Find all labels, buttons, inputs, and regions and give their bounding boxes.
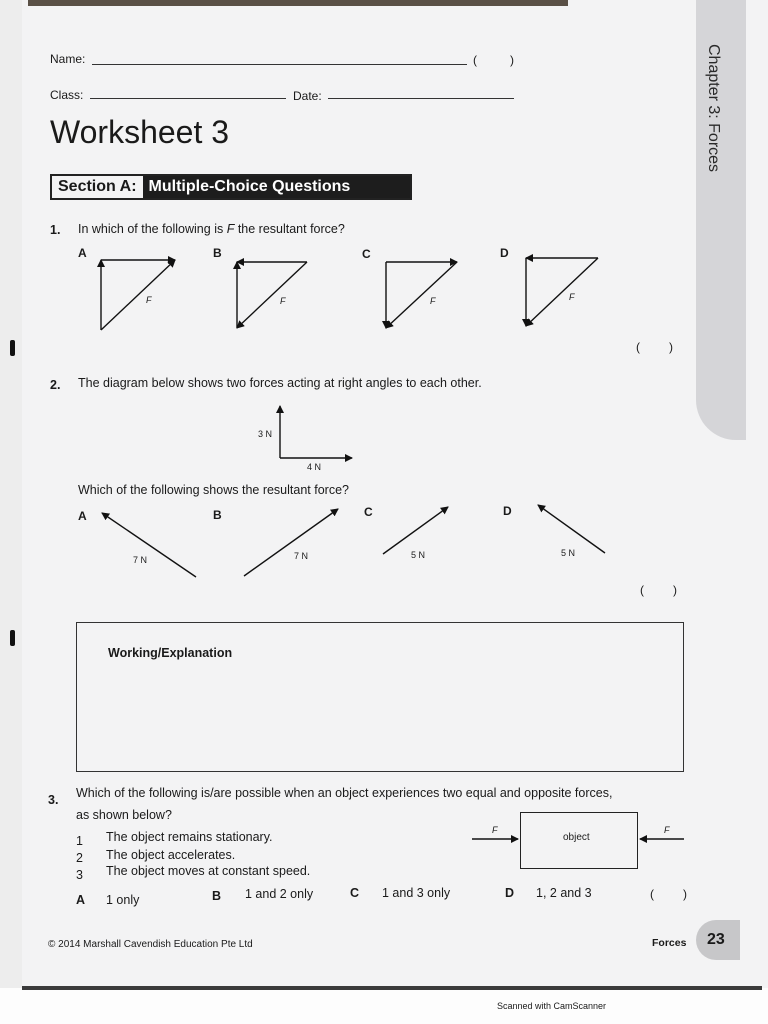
section-title: Multiple-Choice Questions [143,176,410,198]
q2-option-a-letter: A [78,509,87,523]
q3-number: 3. [48,793,59,807]
q1-c-resultant-vector [386,262,457,328]
q1-option-d-letter: D [500,246,509,260]
q3-option-c-letter: C [350,886,360,900]
q3-statement-2-text: The object accelerates. [106,848,236,862]
q3-statement-2-number: 2 [76,851,83,865]
q3-statement-1-number: 1 [76,834,83,848]
q3-prompt-line2: as shown below? [76,808,172,822]
q3-option-b-text: 1 and 2 only [245,887,314,901]
q2-subprompt: Which of the following shows the resultant force? [78,483,349,497]
q1-d-resultant-vector [526,258,598,326]
q2-vertical-force-label: 3 N [258,429,273,439]
working-explanation-label: Working/Explanation [108,646,233,660]
q2-option-c-value: 5 N [411,550,426,560]
q2-prompt: The diagram below shows two forces acting at right angles to each other. [78,376,482,390]
q3-statement-3-text: The object moves at constant speed. [106,864,311,878]
q3-answer-bracket-close: ) [683,887,687,901]
chapter-tab-label: Chapter 3: Forces [705,44,722,173]
q2-option-c-arrow [383,507,448,554]
q2-option-d-value: 5 N [561,548,576,558]
q3-option-c-text: 1 and 3 only [382,886,451,900]
q3-prompt-line1: Which of the following is/are possible when an object experiences two equal and opposite forces, [76,786,613,800]
q3-statement-1-text: The object remains stationary. [106,830,273,844]
q3-answer-bracket-open: ( [650,887,654,901]
q1-a-resultant-vector [101,260,175,330]
q3-option-d-text: 1, 2 and 3 [536,886,592,900]
name-bracket-open: ( [473,53,477,67]
q2-option-b-value: 7 N [294,551,309,561]
q1-answer-bracket-close: ) [669,340,673,354]
q3-object-label: object [563,832,590,843]
q2-option-a-arrow [102,513,196,577]
page-bottom-edge [22,986,762,990]
q1-a-force-label: F [146,295,152,305]
scan-margin [0,988,768,1024]
q3-option-d-letter: D [505,886,515,900]
q1-option-c-letter: C [362,247,371,261]
q1-d-force-label: F [569,292,575,302]
q1-b-resultant-vector [237,262,307,328]
q1-prompt: In which of the following is F the resultant force? [78,222,345,236]
class-label: Class: [50,88,84,102]
q1-b-force-label: F [280,296,286,306]
scanner-watermark: Scanned with CamScanner [497,1001,607,1011]
q3-option-a-text: 1 only [106,893,140,907]
q2-horizontal-force-label: 4 N [307,462,322,472]
q2-option-c-letter: C [364,505,373,519]
q3-option-a-letter: A [76,893,86,907]
q1-option-b-letter: B [213,246,222,260]
q3-statement-3-number: 3 [76,868,83,882]
q1-option-a-letter: A [78,246,87,260]
q2-option-b-letter: B [213,508,222,522]
q2-option-a-value: 7 N [133,555,148,565]
name-label: Name: [50,52,86,66]
q3-option-b-letter: B [212,889,222,903]
footer-chapter: Forces [652,937,687,949]
working-explanation-box[interactable] [76,622,684,772]
copyright-text: © 2014 Marshall Cavendish Education Pte Ltd [48,939,253,950]
q2-number: 2. [50,378,61,392]
section-label: Section A: [52,176,143,198]
q2-option-d-letter: D [503,504,512,518]
q1-number: 1. [50,223,61,237]
q2-answer-bracket-open: ( [640,583,644,597]
q3-left-force-label: F [492,825,498,835]
page-number: 23 [707,931,725,948]
q1-answer-bracket-open: ( [636,340,640,354]
q2-answer-bracket-close: ) [673,583,677,597]
q3-right-force-label: F [664,825,670,835]
q1-c-force-label: F [430,296,436,306]
q2-option-b-arrow [244,509,338,576]
date-label: Date: [293,89,322,103]
q2-option-d-arrow [538,505,605,553]
page-title: Worksheet 3 [50,114,230,150]
name-bracket-close: ) [510,53,514,67]
